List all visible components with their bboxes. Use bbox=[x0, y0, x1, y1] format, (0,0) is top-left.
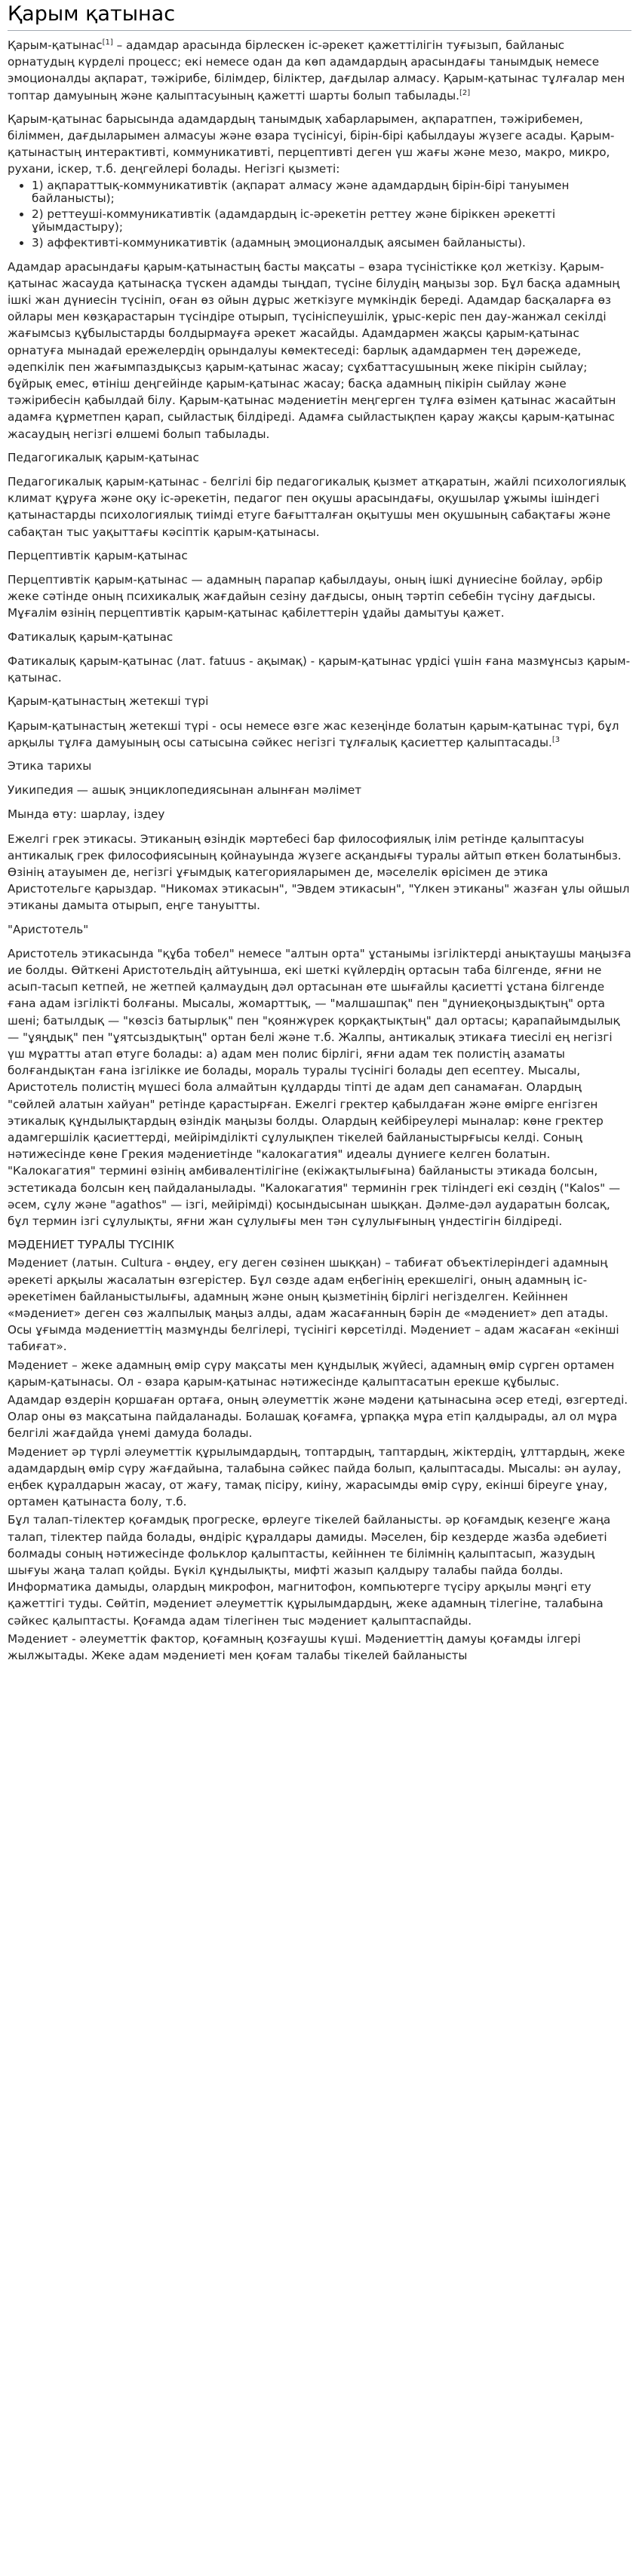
intro-paragraph bbox=[8, 37, 631, 104]
wiki-source-line: Уикипедия — ашық энциклопедиясынан алынған мәлімет bbox=[8, 783, 362, 798]
footnote-ref-3[interactable]: [3 bbox=[551, 735, 561, 744]
culture-paragraph-3: Адамдар өздерін қоршаған ортаға, оның әлеуметтік және мәдени қатынасына әсер етеді, өзгертеді. Олар оны өз мақсатына пайдаланады. Болашақ қоғамға, ұрпаққа мұра етіп қалдырады, ал ол мұра белгілі жағдайда үнемі дамуда болады. bbox=[8, 1393, 628, 1441]
culture-paragraph-2: Мәдениет – жеке адамның өмір сүру мақсаты мен құндылық жүйесі, адамның өмір сүрген ортамен қарым-қатынасы. Ол - өзара қарым-қатынас нәтижесінде қалыптасатын ерекше құбылыс. bbox=[8, 1358, 615, 1389]
navigation-line: Мында өту: шарлау, іздеу bbox=[8, 807, 165, 822]
aristotle-paragraph: Аристотель этикасында "құба тобел" немесе "алтын орта" ұстанымы ізгіліктерді анықтаушы маңызға ие болды. Өйткені Аристотельдің айтуынша, екі шеткі күйлердің ортасын таба білгенде, яғни не асып-тасып кетпей, не жетпей қалмаудың дәл ортасынан өте шығайлы қасиетті ұстана білгенде ғана адам ізгілікті болғаны. Мысалы, жомарттық, — "малшашпақ" пен "дүниеқоңыздықтың" орта шені; батылдық — "көзсіз батырлық" пен "қоянжүрек қорқақтықтың" дал ортасы; қарапайымдылық — "ұяңдық" пен "ұятсыздықтың" ортан белі және т.б. Жалпы, антикалық этикаға тиесілі ең негізгі үш мұратты атап өтуге болады: а) адам мен полис бірлігі, яғни адам тек полистің азаматы болғандықтан ғана ізгілікке ие болады, мораль туралы түсінігі болады деп есептеу. Мысалы, Аристотель полистің мүшесі бола алмайтын құлдарды тіпті де адам деп санамаған. Олардың "сөйлей алатын хайуан" ретінде қарастырған. Ежелгі гректер қабылдаған және өмірге енгізген этикалық құндылықтардың өзіндік маңызы болды. Олардың кейбіреулері мыналар: көне гректер адамгершілік қасиеттерді, мейірімділікті сұлулықпен тікелей байланыстырғысы келді. Соның нәтижесінде көне Грекия мәдениетінде "калокагатия" идеалы дүниеге келген болатын. "Калокагатия" термині өзінің амбивалентілігіне (екіжақтылығына) байланысты этикада болсын, эстетикада болсын кең пайдаланылады. "Калокагатия" терминін грек тіліндегі екі сөздің ("Kalos" — әсем, сұлу және "agathos" — ізгі, мейірімді) қосындысынан шыққан. Дәлме-дәл аударатын болсақ, бұл термин ізгі сұлулықты, яғни жан сұлулығы мен тән сұлулығының үндестігін білдіреді. bbox=[8, 946, 631, 1228]
section-heading-pedagogical: Педагогикалық қарым-қатынас bbox=[8, 450, 199, 464]
leading-type-paragraph bbox=[8, 718, 631, 751]
list-item: • 2) реттеуші-коммуникативтік (адамдардың іс-әрекетін реттеу және біріккен әрекетті ұйымдастыру); bbox=[32, 208, 631, 234]
goal-paragraph: Адамдар арасындағы қарым-қатынастың басты мақсаты – өзара түсіністікке қол жеткізу. Қарым-қатынас жасауда қатынасқа түскен адамды тыңдап, түсіне білудің маңызы зор. Бұл басқа адамның ішкі жан дүниесін түсініп, оған өз ойын дұрыс жеткізуге мүмкіндік береді. Адамдар басқаларға өз ойлары мен көзқарастарын түсіндіре отырып, түсініспеушілік, ұрыс-керіс пен дау-жанжал секілді жағымсыз құбылыстарды болдырмауға әрекет жасайды. Адамдармен жақсы қарым-қатынас орнатуға мынадай ережелердің орындалуы көмектеседі: барлық адамдармен тең дәрежеде, әдепкілік пен жағымпаздықсыз қарым-қатынас жасау; сұхбаттасушының жеке пікірін сыйлау; бұйрық емес, өтініш деңгейінде қарым-қатынас жасау; басқа адамның пікірін сыйлау және тәжірибесін қабылдай білу. Қарым-қатынас мәдениетін меңгерген тұлға өзімен қатынас жасайтын адамға құрметпен қарап, сыйластық білдіреді. Адамға сыйластықпен қарау жақсы қарым-қатынас жасаудың негізгі өлшемі болып табылады. bbox=[8, 259, 620, 441]
footnote-ref-2[interactable]: [2] bbox=[459, 88, 471, 97]
intro-text-start: Қарым-қатынас bbox=[8, 38, 103, 52]
section-heading-culture: МӘДЕНИЕТ ТУРАЛЫ ТҮСІНІК bbox=[8, 1238, 175, 1252]
section-heading-aristotle: "Аристотель" bbox=[8, 922, 89, 936]
functions-list bbox=[8, 179, 631, 250]
culture-paragraph-5: Бұл талап-тілектер қоғамдық прогреске, өрлеуге тікелей байланысты. әр қоғамдық кезеңге жаңа талап, тілектер пайда болады, өндіріс құралдары дамиды. Мәселен, бір кездерде жазба әдебиеті болмады соның нәтижесінде фольклор қалыптасты, кейіннен те білімнің қалыптасып, жазудың шығуы жаңа талап қойды. Бүкіл құндылықты, мифті жазып қалдыру талабы пайда болды. Информатика дамыды, олардың микрофон, магнитофон, компьютерге түсіру арқылы мәңгі ету қажеттігі туды. Сөйтіп, мәдениет әлеуметтік құрылымдардың, жеке адамның тілегіне, талабына сәйкес қалыптасты. Қоғамда адам тілегінен тыс мәдениет қалыптаспайды. bbox=[8, 1513, 611, 1628]
list-item: • 3) аффективті-коммуникативтік (адамның эмоционалдық аясымен байланысты). bbox=[32, 237, 631, 250]
leading-type-text: Қарым-қатынастың жетекші түрі - осы немесе өзге жас кезеңінде болатын қарым-қатынас түрі, бұл арқылы тұлға дамуының осы сатысына сәйкес негізгі тұлғалық қасиеттер қалыптасады. bbox=[8, 718, 619, 749]
section-heading-perceptive: Перцептивтік қарым-қатынас bbox=[8, 548, 188, 562]
greek-ethics-paragraph: Ежелгі грек этикасы. Этиканың өзіндік мәртебесі бар философиялық ілім ретінде қалыптасуы антикалық грек философиясының қойнауында жүзеге асқандығы туралы айтып өткен болатынбыз. Өзінің атауымен де, негізгі ұғымдық категорияларымен де, мәселелік өрісімен де этика Аристотельге қарыздар. "Никомах этикасын", "Эвдем этикасын", "Үлкен этиканы" жазған ұлы ойшыл этиканы дамыта отырып, еңге тануытты. bbox=[8, 832, 630, 913]
section-heading-ethics-history: Этика тарихы bbox=[8, 758, 92, 773]
list-item: • 1) ақпараттық-коммуникативтік (ақпарат алмасу және адамдардың бірін-бірі тануымен байланысты); bbox=[32, 179, 631, 205]
culture-paragraph-6: Мәдениет - әлеуметтік фактор, қоғамның қозғаушы күші. Мәдениеттің дамуы қоғамды ілгері жылжытады. Жеке адам мәдениеті мен қоғам талабы тікелей байланысты bbox=[8, 1631, 581, 1663]
intro-text-rest: – адамдар арасында бірлескен іс-әрекет қажеттілігін туғызып, байланыс орнатудың күрделі процесс; екі немесе одан да көп адамдардың арасындағы танымдық немесе эмоционалды ақпарат, тәжірибе, білімдер, біліктер, дағдылар алмасу. Қарым-қатынас тұлғалар мен топтар дамуының және қалыптасуының қажетті шарты болып табылады. bbox=[8, 38, 625, 103]
footnote-ref-1[interactable]: [1] bbox=[102, 38, 113, 47]
functions-paragraph: Қарым-қатынас барысында адамдардың танымдық хабарларымен, ақпаратпен, тәжірибемен, біліммен, дағдыларымен алмасуы және өзара түсінісуі, бірін-бірі қабылдауы жүзеге асады. Қарым-қатынастың интерактивті, коммуникативті, перцептивті деген үш жағы және мезо, макро, микро, рухани, іскер, т.б. деңгейлері болады. Негізгі қызметі: bbox=[8, 112, 615, 176]
culture-paragraph-4: Мәдениет әр түрлі әлеуметтік құрылымдардың, топтардың, таптардың, жіктердің, ұлттардың, жеке адамдардың өмір сүру жағдайына, талабына сәйкес пайда болып, қалыптасады. Мысалы: ән аулау, еңбек құралдарын жасау, от жағу, тамақ пісіру, киіну, жарасымды өмір сүру, екінші біреуге ұнау, ортамен қатынаста болу, т.б. bbox=[8, 1444, 625, 1509]
pedagogical-paragraph: Педагогикалық қарым-қатынас - белгілі бір педагогикалық қызмет атқаратын, жайлі психологиялық климат құруға және оқу іс-әрекетін, педагог пен оқушы арасындағы, оқушылар ұжымы ішіндегі қатынастарды психологиялық тиімді етуге бағытталған оқытушы мен оқушының сабақтағы және сабақтан тыс уақыттағы кәсіптік қарым-қатынасы. bbox=[8, 475, 626, 539]
section-heading-leading-type: Қарым-қатынастың жетекші түрі bbox=[8, 694, 209, 709]
section-heading-phatic: Фатикалық қарым-қатынас bbox=[8, 629, 174, 644]
perceptive-paragraph: Перцептивтік қарым-қатынас — адамның парапар қабылдауы, оның ішкі дүниесіне бойлау, әрбір жеке сәтінде оның психикалық жағдайын сезіну дағдысы, оның тәртіп себебін түсіну дағдысы. Мұғалім өзінің перцептивтік қарым-қатынас қабілеттерін ұдайы дамытуы қажет. bbox=[8, 573, 603, 620]
culture-paragraph-1: Мәдениет (латын. Cultura - өңдеу, егу деген сөзінен шыққан) – табиғат объектілеріндегі адамның әрекеті арқылы жасалатын өзгерістер. Бұл сөзде адам еңбегінің ерекшелігі, оның адамның іс-әрекетімен байланыстылығы, адамның және оның қызметінің бірлігі негізделген. Кейіннен «мәдениет» деген сөз жалпылық маңыз алды, адам жасағанның бәрін де «мәдениет» деп атады. Осы ұғымда мәдениеттің мазмұнды белгілері, түсінігі көрсетілді. Мәдениет – адам жасаған «екінші табиғат». bbox=[8, 1256, 619, 1354]
phatic-paragraph: Фатикалық қарым-қатынас (лат. fatuus - ақымақ) - қарым-қатынас үрдісі үшін ғана мазмұнсыз қарым-қатынас. bbox=[8, 654, 631, 685]
page-title: Қарым қатынас bbox=[8, 2, 631, 31]
